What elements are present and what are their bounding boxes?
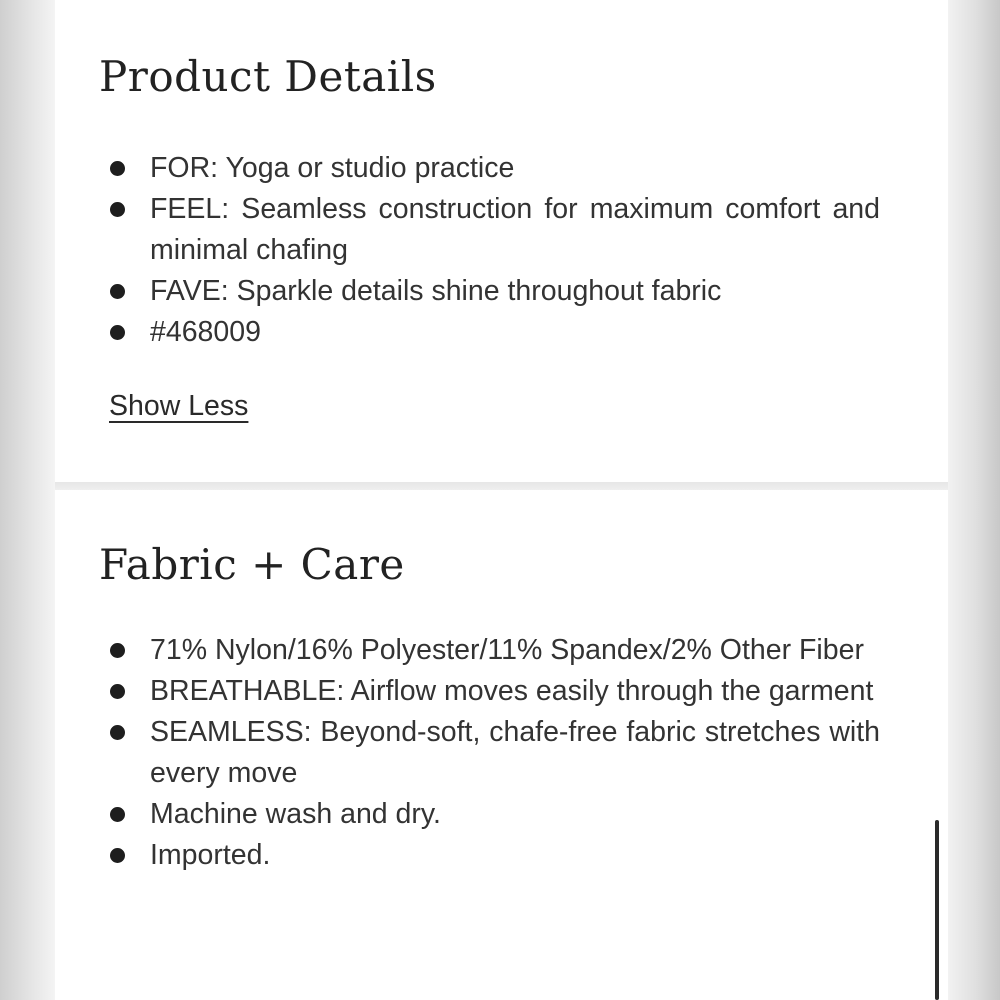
bullet-icon [110, 643, 125, 658]
list-item-text: FOR: Yoga or studio practice [150, 152, 515, 184]
list-item-text: #468009 [150, 316, 261, 348]
product-details-list [150, 148, 880, 353]
product-details-title: Product Details [99, 52, 437, 101]
bullet-icon [110, 807, 125, 822]
list-item [150, 312, 880, 353]
bullet-icon [110, 284, 125, 299]
fabric-care-list [150, 630, 880, 876]
list-item-text: Imported. [150, 839, 271, 871]
list-item [150, 671, 880, 712]
section-divider [55, 482, 948, 490]
show-less-link[interactable]: Show Less [109, 390, 249, 422]
list-item [150, 271, 880, 312]
list-item-text: FEEL: Seamless construction for maximum comfort and minimal chafing [150, 193, 880, 266]
product-details-panel [55, 0, 948, 482]
list-item-text: BREATHABLE: Airflow moves easily through the garment [150, 675, 874, 707]
scrollbar[interactable] [935, 820, 939, 1000]
bullet-icon [110, 325, 125, 340]
list-item [150, 835, 880, 876]
bullet-icon [110, 161, 125, 176]
list-item [150, 189, 880, 271]
list-item-text: Machine wash and dry. [150, 798, 441, 830]
list-item-text: SEAMLESS: Beyond-soft, chafe-free fabric stretches with every move [150, 716, 880, 789]
list-item [150, 630, 880, 671]
list-item [150, 712, 880, 794]
list-item [150, 794, 880, 835]
list-item-text: 71% Nylon/16% Polyester/11% Spandex/2% Other Fiber [150, 634, 864, 666]
fabric-care-title: Fabric + Care [99, 540, 405, 589]
bullet-icon [110, 684, 125, 699]
list-item-text: FAVE: Sparkle details shine throughout fabric [150, 275, 722, 307]
bullet-icon [110, 848, 125, 863]
bullet-icon [110, 725, 125, 740]
bullet-icon [110, 202, 125, 217]
fabric-care-panel [55, 490, 948, 1000]
list-item [150, 148, 880, 189]
